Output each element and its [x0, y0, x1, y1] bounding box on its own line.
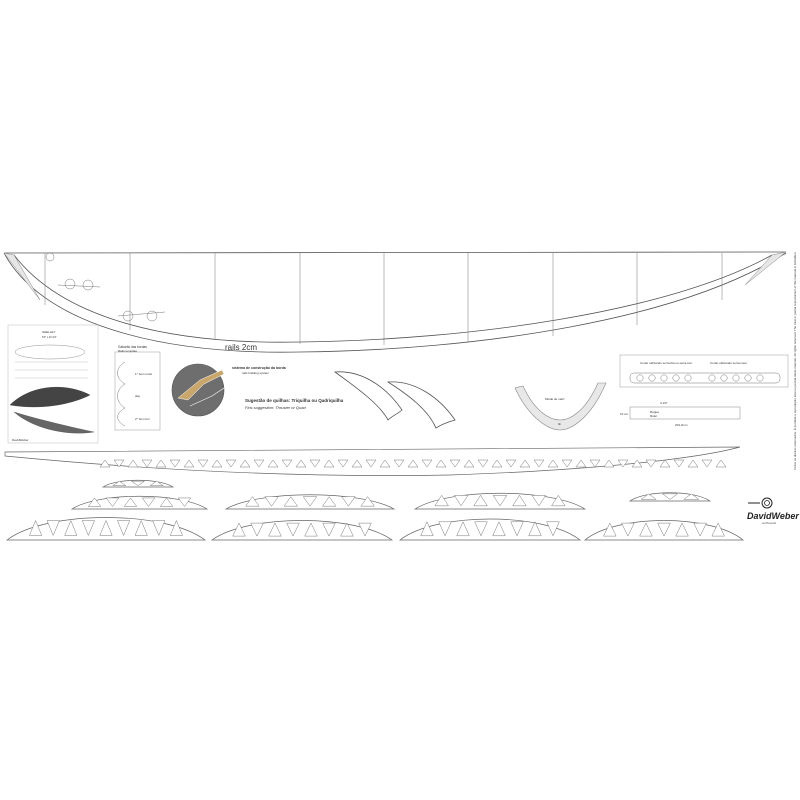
stringer-note-left: Cortar utilizando serra-fita ou serra-tico	[640, 361, 693, 365]
rib	[7, 518, 205, 541]
rails-system-subtitle: rails building system	[242, 371, 270, 375]
rib	[226, 495, 394, 509]
nose-tag: fin	[558, 422, 562, 426]
stringer-cutout	[702, 460, 712, 467]
rail-template	[115, 345, 160, 430]
stringer-cutout	[716, 460, 726, 467]
rib-templates	[7, 480, 743, 540]
stringer-note-right: Cortar utilizando serra-copo	[710, 361, 748, 365]
fins-subtitle: Fins suggestion: Thruster or Quad	[245, 405, 306, 410]
rib	[400, 519, 580, 540]
brand-name: DavidWeber	[747, 511, 799, 521]
rib	[585, 521, 743, 541]
thumbnail-brand: DavidWeber	[12, 438, 29, 442]
board-outline	[4, 252, 786, 352]
stringer-cutout	[660, 460, 670, 467]
stringer-hole	[709, 375, 715, 381]
stringer-cutout	[688, 460, 698, 467]
fins-title: Sugestão de quilhas: Triquilha ou Qadriquilha	[245, 398, 344, 403]
thumbnail-subtitle: 6'0" x 20 3/4"	[42, 336, 57, 339]
stringer-dim-side: 10 cm	[620, 412, 629, 416]
rib	[630, 493, 710, 501]
rib	[212, 521, 392, 541]
stringer-detail	[620, 355, 788, 427]
nose-note: Molde de nariz	[545, 397, 565, 401]
nose-template	[515, 383, 606, 430]
stringer-hole	[757, 375, 763, 381]
stringer-hole	[721, 375, 727, 381]
brand-tagline: surfboards	[762, 521, 777, 525]
rib	[103, 480, 173, 487]
stringer-hole	[733, 375, 739, 381]
rail-template-title: Gabarito das bordas	[118, 345, 147, 349]
rail-template-subtitle: Rails template	[118, 349, 138, 353]
rail-template-label-1: 1° bom rocal	[135, 372, 152, 376]
rails-system-title: sistema de construção da borda	[232, 366, 286, 370]
stringer-dim-top: 4.1/2"	[660, 401, 668, 405]
copyright-note: Todos os direitos reservados. É proibida a reprodução total ou parcial deste material. All rights reserved. The total or partial reproduction of this material is forbidden.	[793, 251, 797, 470]
fins	[245, 372, 455, 428]
rail-template-label-3: 2° bom bol	[135, 417, 150, 421]
rail-template-label-2: alaj	[135, 394, 140, 398]
section-lines	[45, 253, 722, 345]
stringer-cutout	[674, 460, 684, 467]
thumbnail-title: SHELLEY	[42, 330, 56, 334]
stringer-profile	[5, 447, 740, 476]
brand-logo	[747, 498, 799, 525]
stringer-dim-bottom: 203.2mm	[675, 423, 688, 427]
stringer-hole	[685, 375, 691, 381]
board-thumbnail	[8, 325, 98, 443]
stringer-hole	[673, 375, 679, 381]
stringer-label-a: Régua	[650, 410, 659, 414]
rails-label: rails 2cm	[225, 343, 258, 352]
stringer-hole	[637, 375, 643, 381]
stringer-hole	[649, 375, 655, 381]
stringer-label-b: Ruler	[650, 414, 658, 418]
fin-plug-markers	[46, 253, 165, 321]
rib	[415, 493, 585, 509]
stringer-cutout	[646, 460, 656, 467]
stringer-hole	[745, 375, 751, 381]
stringer-hole	[661, 375, 667, 381]
rib	[72, 496, 207, 509]
